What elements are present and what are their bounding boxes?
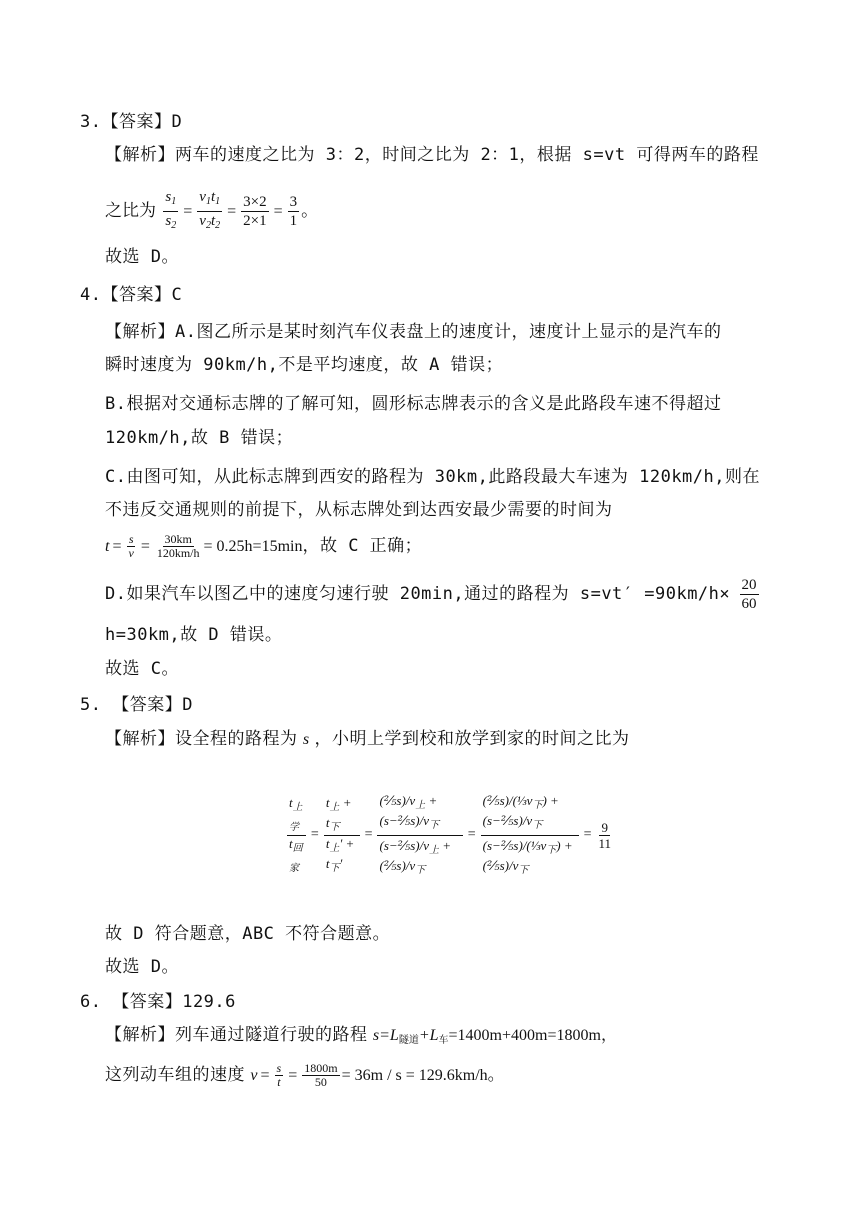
q4-conclusion: 故选 C。 xyxy=(105,659,179,679)
q3-frac-num: $\frac{3\times 2}{2\times 1}$ xyxy=(243,194,267,229)
q4-answer: 4.【答案】C xyxy=(80,285,183,305)
q4-frac-sv: $\frac{s}{v}$ xyxy=(128,532,134,560)
q4-analysis-b2: 120km/h,故 B 错误； xyxy=(105,428,294,448)
q3-frac-result: $\frac{3}{1}$ xyxy=(289,194,298,229)
q3-answer: 3.【答案】D xyxy=(80,112,183,132)
q5-answer: 5. 【答案】D xyxy=(80,695,193,715)
q5-frac-middle: $\frac{(\frac{2}{5}s)/v_上 + (s-\frac{2}{5}s)/v_下}{(s-\frac{2}{5}s)/v_上 + (\frac{2}{5}s)/v_下}$ xyxy=(377,793,462,878)
q6-frac-st: $\frac{s}{t}$ xyxy=(276,1061,282,1089)
q5-analysis-c1: 故 D 符合题意，ABC 不符合题意。 xyxy=(105,924,391,944)
q4-time-formula: t = $\frac{s}{v}$ = $\frac{30km}{120km/h}$ = 0.25h=15min，故 C 正确； xyxy=(105,532,423,560)
q3-conclusion: 故选 D。 xyxy=(105,247,179,267)
q6-frac-values: $\frac{1800m}{50}$ xyxy=(304,1061,338,1089)
q5-frac-t-ratio: $\frac{t_{上学}}{t_{回家}}$ xyxy=(287,795,306,876)
q3-frac-vt: $\frac{v_1t_1}{v_2t_2}$ xyxy=(199,189,221,231)
q4-analysis-c1: C.由图可知，从此标志牌到西安的路程为 30km,此路段最大车速为 120km/h,则在 xyxy=(105,467,760,487)
q5-ratio-formula: $\frac{t_{上学}}{t_{回家}}$ = $\frac{t_上 + t_下}{t_上' + t_下'}$ = $\frac{(\frac{2}{5}s)/v_上 + (s-\frac{2}{5}s)/v_下}{(s-\frac{2}{5}s)/v_上 + (\frac{2}{5}s)/v_下}$ = $\frac{(\frac{2}{5}s)/(\frac{1}{3}v_下) + (s-\frac{2}{5}s)/v_下}{(s-\frac{2}{5}s)/(\frac{1}{3}v_下) + (\frac{2}{5}s)/v_下}$ = $\frac{9}{11}$ xyxy=(289,792,611,876)
q3-formula-intro: 之比为 xyxy=(105,201,156,221)
q5-conclusion: 故选 D。 xyxy=(105,957,179,977)
q3-frac-s: $\frac{s_1}{s_2}$ xyxy=(165,189,177,231)
q4-analysis-d2: h=30km,故 D 错误。 xyxy=(105,625,283,645)
q6-analysis-a2: 这列动车组的速度 v = $\frac{s}{t}$ = $\frac{1800m}{50}$ = 36m / s = 129.6km/h。 xyxy=(105,1061,505,1089)
q5-frac-t-sum: $\frac{t_上 + t_下}{t_上' + t_下'}$ xyxy=(324,795,360,876)
q6-answer: 6. 【答案】129.6 xyxy=(80,992,236,1012)
q3-analysis-line1: 【解析】两车的速度之比为 3：2，时间之比为 2：1，根据 s=vt 可得两车的路程 xyxy=(105,145,759,165)
q4-analysis-a2: 瞬时速度为 90km/h,不是平均速度，故 A 错误； xyxy=(105,355,504,375)
q4-frac-values: $\frac{30km}{120km/h}$ xyxy=(156,532,200,560)
q5-analysis-a1: 【解析】设全程的路程为 s ，小明上学到校和放学到家的时间之比为 xyxy=(105,729,630,749)
q4-analysis-d1: D.如果汽车以图乙中的速度匀速行驶 20min,通过的路程为 s=vt′ =90km/h× $\frac{20}{60}$ xyxy=(105,577,757,612)
q4-analysis-a1: 【解析】A.图乙所示是某时刻汽车仪表盘上的速度计，速度计上显示的是汽车的 xyxy=(105,322,722,342)
q4-analysis-c2: 不违反交通规则的前提下，从标志牌处到达西安最少需要的时间为 xyxy=(105,500,613,520)
q3-formula: 之比为 $\frac{s_1}{s_2}$ = $\frac{v_1t_1}{v_2t_2}$ = $\frac{3\times 2}{2\times 1}$ = $\frac{3}{1}$ 。 xyxy=(105,188,318,235)
q4-frac-20-60: $\frac{20}{60}$ xyxy=(741,577,757,612)
q4-analysis-b1: B.根据对交通标志牌的了解可知，圆形标志牌表示的含义是此路段车速不得超过 xyxy=(105,394,722,414)
q6-analysis-a1: 【解析】列车通过隧道行驶的路程 $s=L_{隧道}+L_车=1400m+400m=1800m$， xyxy=(105,1025,617,1046)
q5-frac-result: $\frac{9}{11}$ xyxy=(598,819,611,851)
q5-frac-right: $\frac{(\frac{2}{5}s)/(\frac{1}{3}v_下) + (s-\frac{2}{5}s)/v_下}{(s-\frac{2}{5}s)/(\frac{1}{3}v_下) + (\frac{2}{5}s)/v_下}$ xyxy=(481,793,579,878)
